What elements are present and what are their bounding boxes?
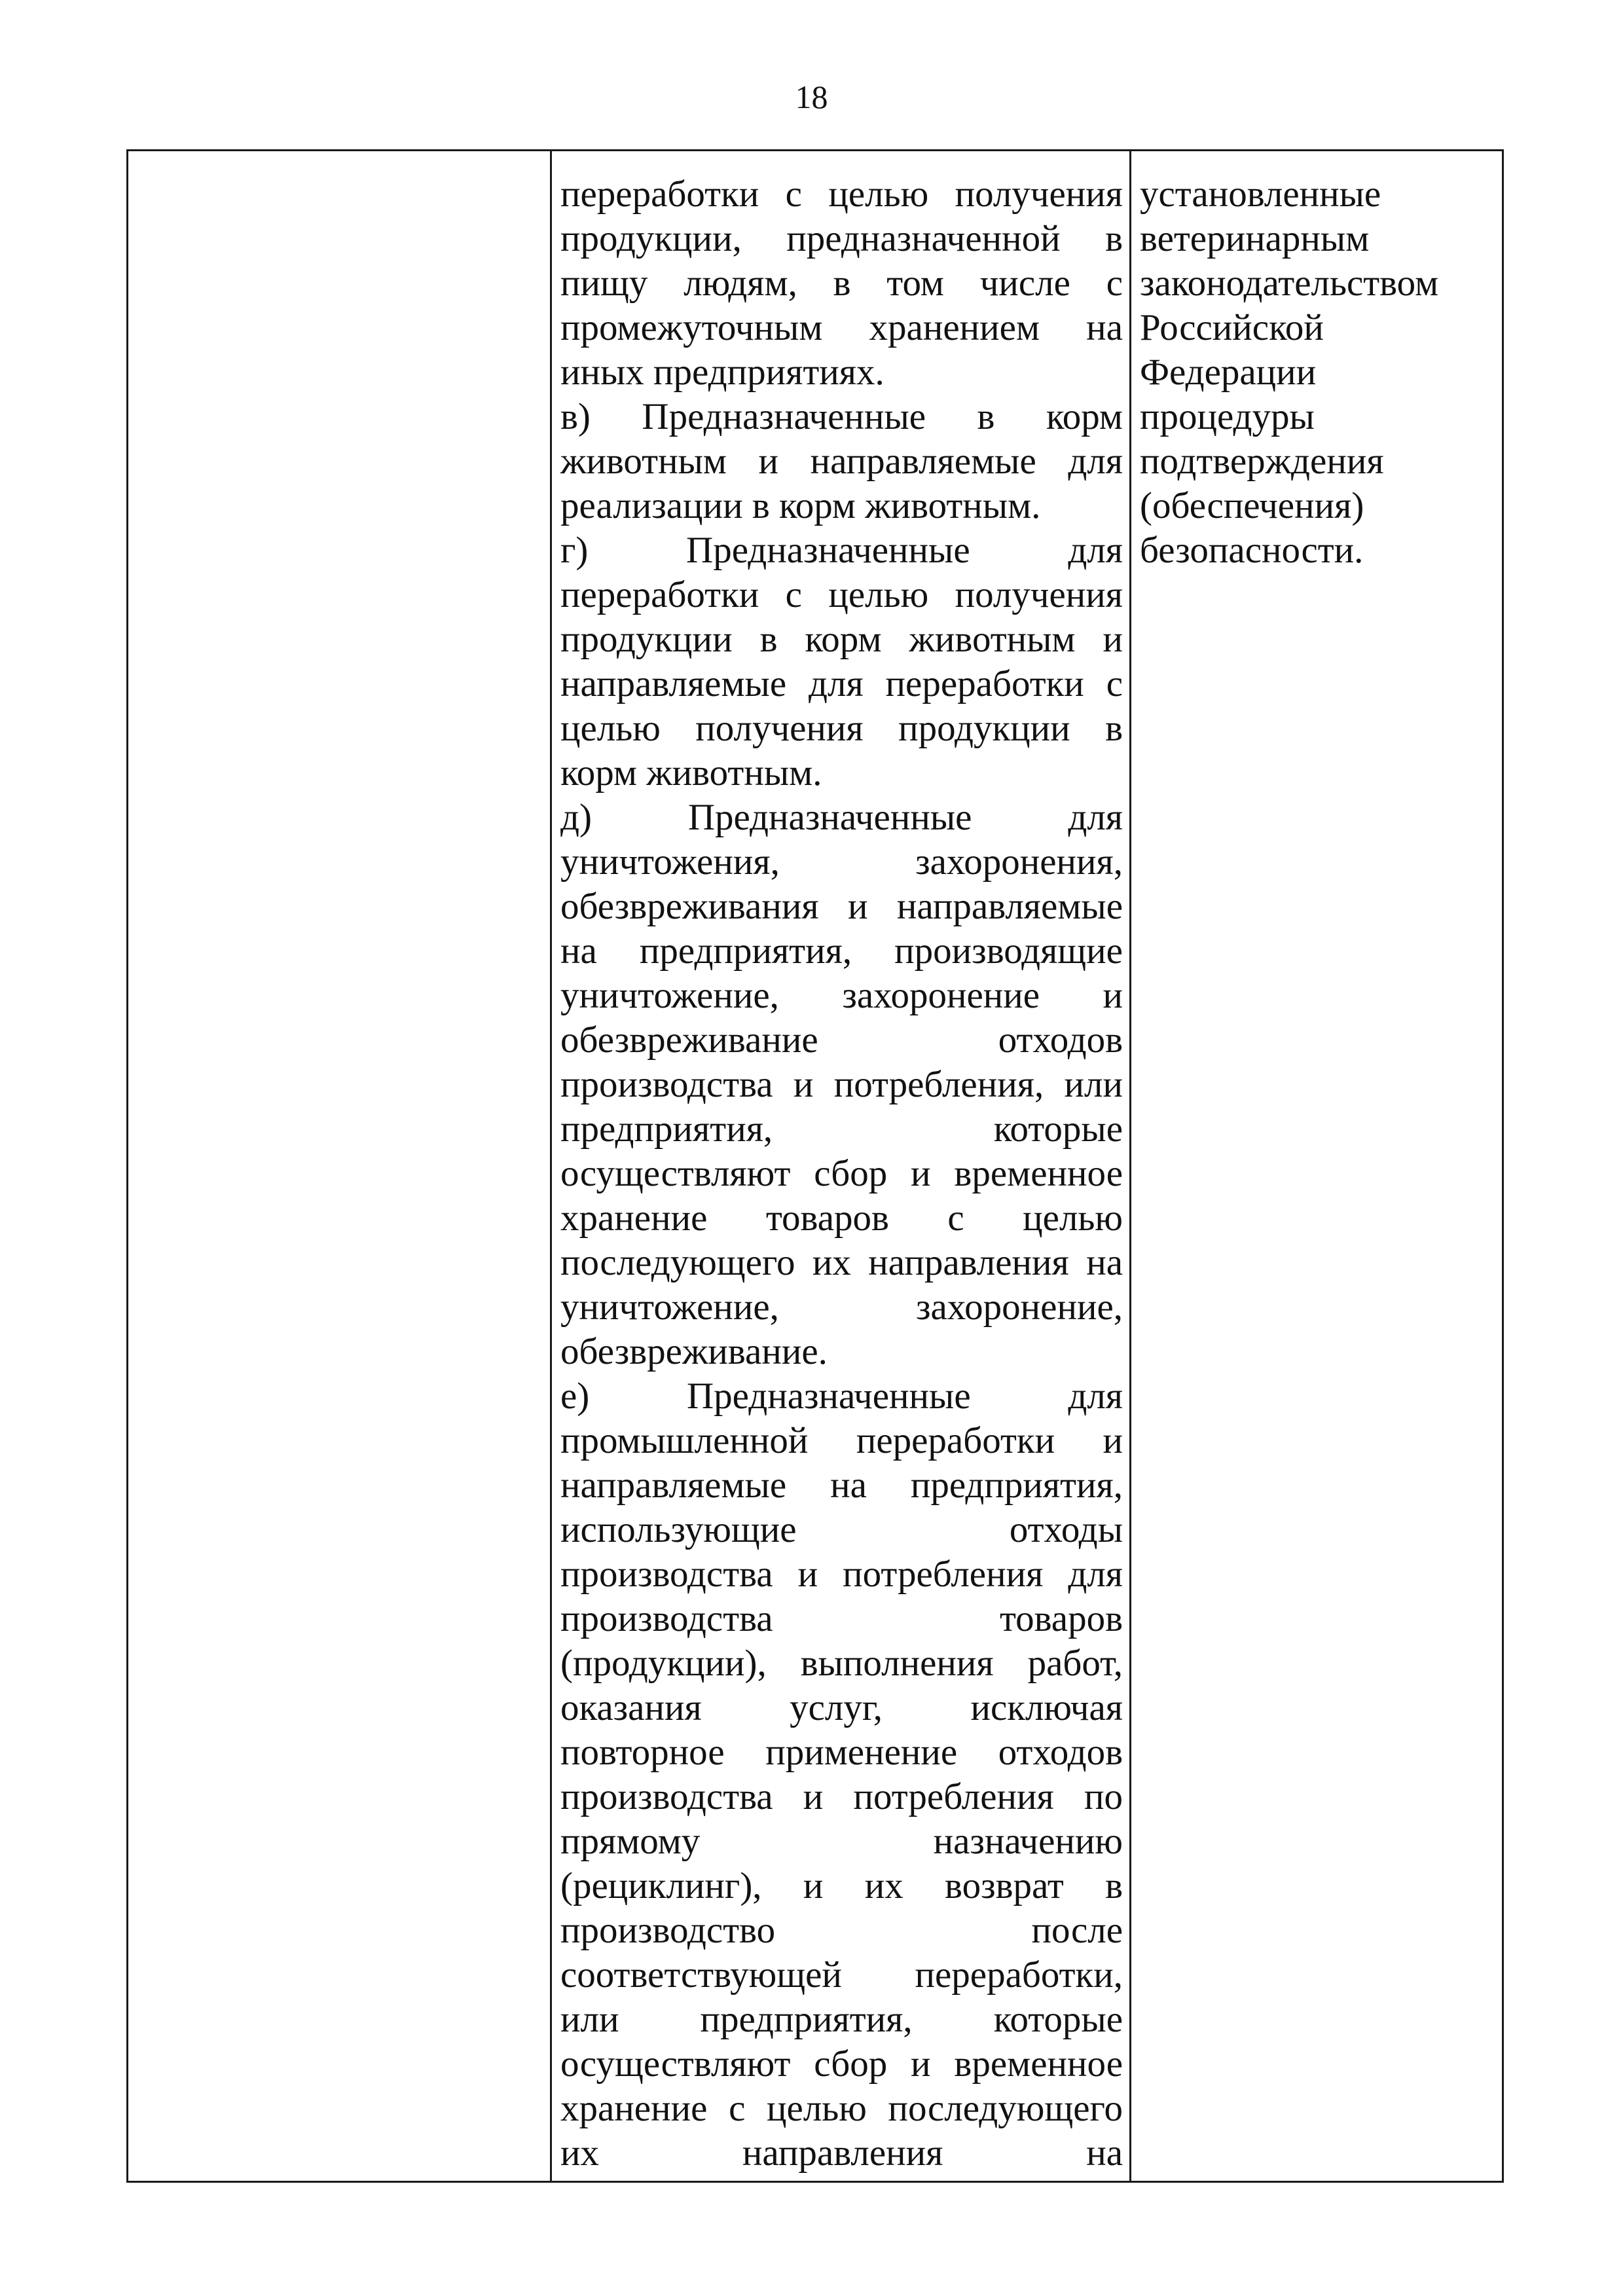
text-line: подтверждения — [1140, 441, 1384, 482]
text-line: их направления на — [560, 2132, 1123, 2174]
text-line: процедуры — [1140, 396, 1315, 437]
text-line: ветеринарным — [1140, 218, 1370, 259]
column-3-text — [1140, 172, 1495, 573]
text-line: направляемые для переработки с — [560, 663, 1123, 704]
text-line: животным и направляемые для — [560, 441, 1123, 482]
text-line: переработки с целью получения — [560, 574, 1123, 615]
text-line: осуществляют сбор и временное — [560, 2043, 1123, 2085]
text-line: производства и потребления по — [560, 1776, 1123, 1817]
text-line: осуществляют сбор и временное — [560, 1153, 1123, 1194]
table-cell-column-2 — [551, 151, 1131, 2182]
text-line: продукции, предназначенной в — [560, 218, 1123, 259]
text-line: повторное применение отходов — [560, 1732, 1123, 1773]
text-line: законодательством — [1140, 263, 1439, 304]
text-line: хранение с целью последующего — [560, 2088, 1123, 2129]
text-line: уничтожение, захоронение, — [560, 1286, 1123, 1328]
text-line: уничтожения, захоронения, — [560, 841, 1123, 883]
text-line: на предприятия, производящие — [560, 930, 1123, 972]
text-line: пищу людям, в том числе с — [560, 263, 1123, 304]
text-line: д) Предназначенные для — [560, 797, 1123, 838]
text-line: производства товаров — [560, 1598, 1123, 1639]
text-line: прямому назначению — [560, 1821, 1123, 1862]
text-line: или предприятия, которые — [560, 1999, 1123, 2040]
text-line: Российской — [1140, 307, 1324, 348]
text-line: обезвреживание. — [560, 1331, 828, 1372]
text-line: реализации в корм животным. — [560, 485, 1041, 526]
text-line: переработки с целью получения — [560, 173, 1123, 215]
text-line: промежуточным хранением на — [560, 307, 1123, 348]
table-cell-column-1 — [128, 151, 551, 2182]
text-line: е) Предназначенные для — [560, 1376, 1123, 1417]
text-line: направляемые на предприятия, — [560, 1465, 1123, 1506]
text-line: производства и потребления для — [560, 1554, 1123, 1595]
text-line: безопасности. — [1140, 530, 1364, 571]
text-line: в) Предназначенные в корм — [560, 396, 1123, 437]
text-line: оказания услуг, исключая — [560, 1687, 1123, 1728]
text-line: обезвреживания и направляемые — [560, 886, 1123, 927]
column-2-text — [560, 172, 1123, 2176]
regulation-table — [126, 149, 1504, 2183]
text-line: продукции в корм животным и — [560, 619, 1123, 660]
text-line: уничтожение, захоронение и — [560, 975, 1123, 1016]
text-line: производства и потребления, или — [560, 1064, 1123, 1105]
text-line: (продукции), выполнения работ, — [560, 1643, 1123, 1684]
text-line: (обеспечения) — [1140, 485, 1364, 526]
text-line: последующего их направления на — [560, 1242, 1123, 1283]
text-line: предприятия, которые — [560, 1108, 1123, 1150]
text-line: целью получения продукции в — [560, 708, 1123, 749]
text-line: Федерации — [1140, 352, 1317, 393]
text-line: (рециклинг), и их возврат в — [560, 1865, 1123, 1906]
text-line: установленные — [1140, 173, 1381, 215]
text-line: корм животным. — [560, 752, 822, 793]
table-row — [128, 151, 1503, 2182]
text-line: хранение товаров с целью — [560, 1197, 1123, 1239]
text-line: обезвреживание отходов — [560, 1019, 1123, 1061]
text-line: использующие отходы — [560, 1509, 1123, 1550]
page-number: 18 — [795, 79, 828, 115]
text-line: промышленной переработки и — [560, 1420, 1123, 1461]
text-line: производство после — [560, 1910, 1123, 1951]
text-line: иных предприятиях. — [560, 352, 884, 393]
text-line: г) Предназначенные для — [560, 530, 1123, 571]
table-cell-column-3 — [1131, 151, 1503, 2182]
text-line: соответствующей переработки, — [560, 1954, 1123, 1995]
